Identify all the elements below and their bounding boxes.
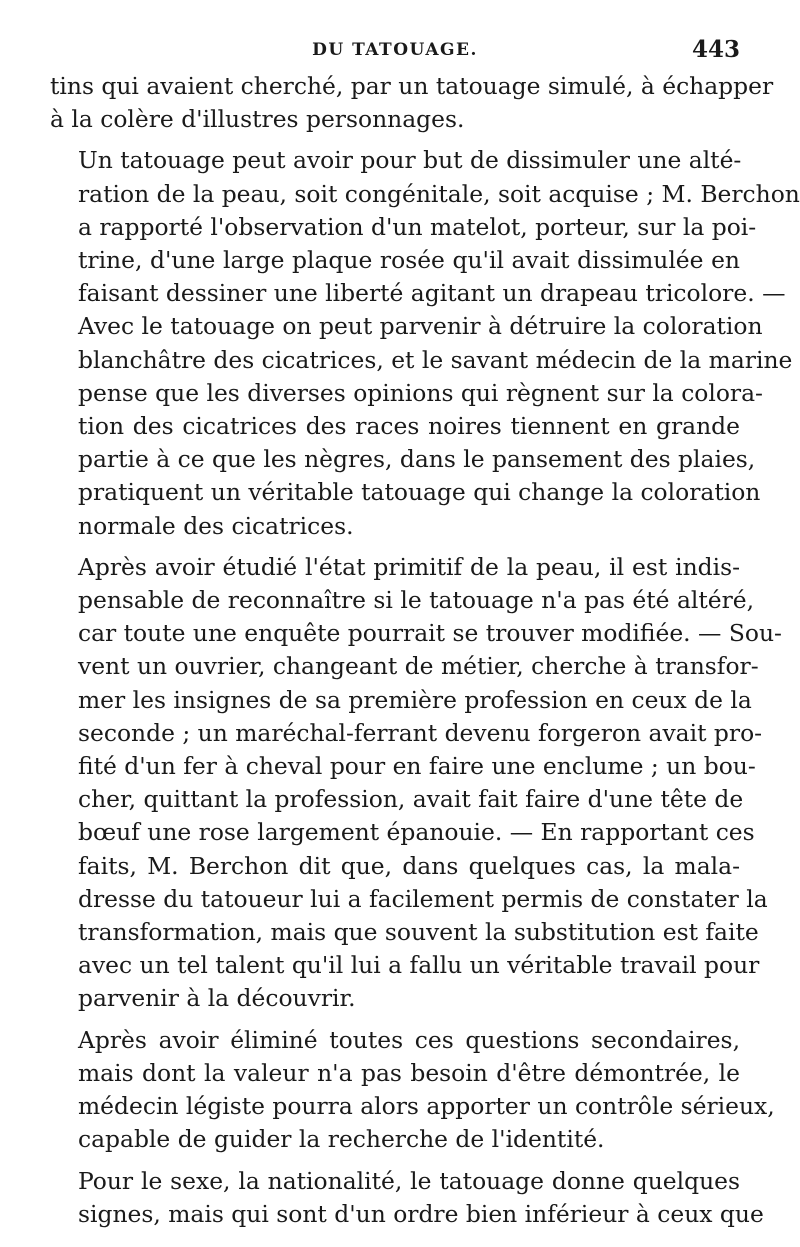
body-text [50, 70, 800, 1239]
text-line: mais dont la valeur n'a pas besoin d'être démontrée, le [78, 1058, 740, 1087]
text-line: vent un ouvrier, changeant de métier, cherche à transfor- [78, 652, 759, 681]
text-line: a rapporté l'observation d'un matelot, porteur, sur la poi- [78, 212, 757, 241]
text-line: normale des cicatrices. [78, 511, 354, 540]
paragraph [50, 1024, 775, 1157]
running-title: DU TATOUAGE. [312, 40, 478, 60]
text-line: faisant dessiner une liberté agitant un drapeau tricolore. — [78, 279, 786, 308]
text-line: dresse du tatoueur lui a facilement permis de constater la [78, 884, 768, 913]
text-line: capable de guider la recherche de l'identité. [78, 1125, 605, 1154]
text-line: Après avoir étudié l'état primitif de la peau, il est indis- [78, 552, 740, 581]
text-line: Un tatouage peut avoir pour but de dissimuler une alté- [78, 146, 742, 175]
text-line: pense que les diverses opinions qui règnent sur la colora- [78, 378, 763, 407]
text-line: seconde ; un maréchal-ferrant devenu forgeron avait pro- [78, 718, 763, 747]
text-line: Avec le tatouage on peut parvenir à détruire la coloration [78, 312, 763, 341]
paragraph [50, 70, 774, 136]
paragraph [50, 551, 782, 1016]
text-line: pensable de reconnaître si le tatouage n'a pas été altéré, [78, 586, 755, 615]
paragraph [50, 144, 800, 542]
text-line: ration de la peau, soit congénitale, soit acquise ; M. Berchon [78, 179, 800, 208]
text-line: car toute une enquête pourrait se trouver modifiée. — Sou- [78, 619, 782, 648]
text-line: Pour le sexe, la nationalité, le tatouage donne quelques [78, 1166, 740, 1195]
paragraph [50, 1165, 764, 1231]
text-line: fité d'un fer à cheval pour en faire une enclume ; un bou- [78, 752, 756, 781]
text-line: trine, d'une large plaque rosée qu'il avait dissimulée en [78, 246, 740, 275]
text-line: avec un tel talent qu'il lui a fallu un véritable travail pour [78, 951, 760, 980]
text-line: bœuf une rose largement épanouie. — En rapportant ces [78, 818, 755, 847]
text-line: Après avoir éliminé toutes ces questions secondaires, [78, 1025, 740, 1054]
text-line: transformation, mais que souvent la substitution est faite [78, 918, 759, 947]
text-line: tins qui avaient cherché, par un tatouage simulé, à échapper [50, 72, 774, 100]
text-line: médecin légiste pourra alors apporter un contrôle sérieux, [78, 1092, 775, 1121]
text-line: cher, quittant la profession, avait fait faire d'une tête de [78, 785, 744, 814]
text-line: parvenir à la découvrir. [78, 984, 356, 1013]
text-line: mer les insignes de sa première profession en ceux de la [78, 685, 752, 714]
text-line: partie à ce que les nègres, dans le pansement des plaies, [78, 445, 756, 474]
text-line: tion des cicatrices des races noires tiennent en grande [78, 412, 740, 441]
text-line: faits, M. Berchon dit que, dans quelques cas, la mala- [78, 851, 740, 880]
text-line: blanchâtre des cicatrices, et le savant médecin de la marine [78, 345, 793, 374]
text-line: pratiquent un véritable tatouage qui change la coloration [78, 478, 761, 507]
page-number: 443 [691, 36, 740, 63]
text-line: à la colère d'illustres personnages. [50, 105, 465, 134]
text-line: signes, mais qui sont d'un ordre bien inférieur à ceux que [78, 1199, 764, 1228]
page-header [50, 36, 740, 66]
